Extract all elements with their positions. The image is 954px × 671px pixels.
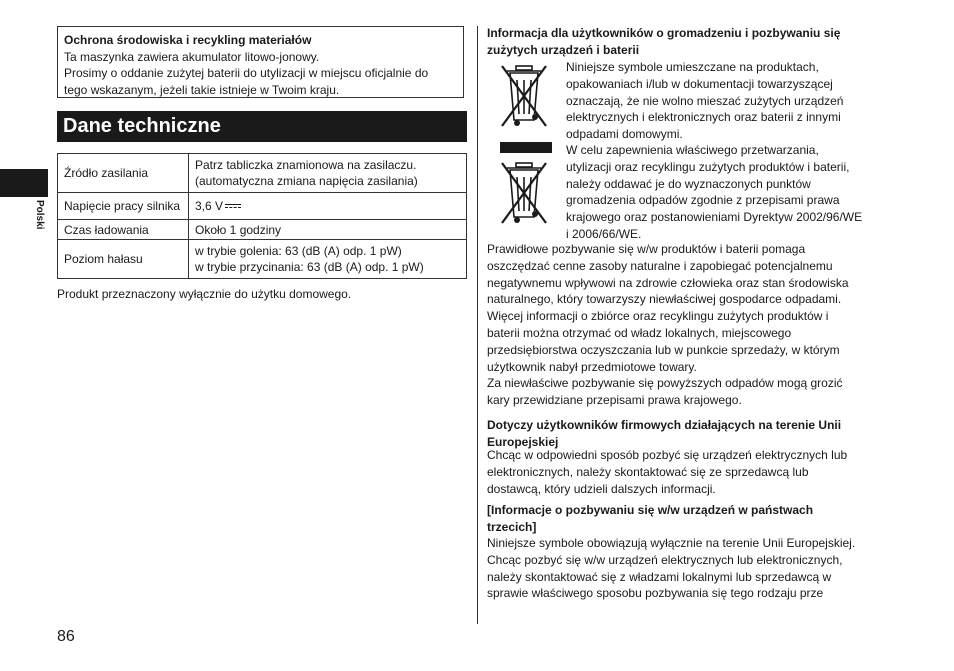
crossed-bin-icon: [497, 60, 551, 132]
business-users-heading: [487, 417, 899, 451]
page-number: 86: [57, 628, 75, 645]
title-line: zużytych urządzeń i baterii: [487, 43, 640, 57]
spec-value-line: (automatyczna zmiana napięcia zasilania): [195, 174, 418, 188]
language-tab-marker: [0, 169, 48, 197]
crossed-bin-icon: [497, 157, 551, 229]
text-line: przedsiębiorstwa oczyszczania lub w punkcie sprzedaży, w którym: [487, 342, 840, 357]
text-line: baterii można otrzymać od władz lokalnych, miejscowego: [487, 325, 792, 340]
third-countries-paragraph: [487, 535, 899, 602]
spec-value-line: 3,6 V: [195, 199, 224, 213]
text-line: gromadzenia odpadów zgodnie z przepisami prawa: [566, 193, 840, 208]
text-line: Chcąc w odpowiedni sposób pozbyć się urządzeń elektrycznych lub: [487, 448, 848, 462]
separator-bar: [500, 142, 552, 153]
text-line: odpadami domowymi.: [566, 127, 683, 142]
language-tab-label: Polski: [34, 200, 45, 230]
heading-line: Europejskiej: [487, 434, 559, 449]
spec-value: [189, 220, 467, 240]
text-line: utylizacji oraz recyklingu zużytych produktów i baterii,: [566, 159, 850, 174]
text-line: należy skontaktować się z władzami lokalnymi lub sprzedawcą w: [487, 569, 832, 584]
spec-label: Poziom hałasu: [58, 240, 189, 279]
spec-label: Czas ładowania: [58, 220, 189, 240]
heading-line: [Informacje o pozbywaniu się w/w urządzeń w państwach: [487, 503, 814, 517]
column-divider: [477, 26, 478, 624]
eco-line: Prosimy o oddanie zużytej baterii do utylizacji w miejscu oficjalnie do: [64, 66, 429, 80]
text-line: krajowego oraz postanowieniami Dyrektyw 2002/96/WE: [566, 210, 863, 225]
symbols-paragraph: [566, 59, 900, 143]
spec-value-line: Patrz tabliczka znamionowa na zasilaczu.: [195, 158, 417, 172]
text-line: należy oddawać je do wyznaczonych punktów: [566, 176, 811, 191]
text-line: Więcej informacji o zbiórce oraz recyklingu zużytych produktów i: [487, 309, 829, 324]
text-line: oznaczają, że nie wolno mieszać zużytych urządzeń: [566, 93, 844, 108]
text-line: oszczędzać cenne zasoby naturalne i zapobiegać potencjalnemu: [487, 258, 833, 273]
text-line: i 2006/66/WE.: [566, 226, 642, 241]
spec-value: [189, 193, 467, 220]
section-title: Dane techniczne: [57, 111, 467, 142]
environment-recycling-title: Ochrona środowiska i recykling materiałów: [64, 33, 312, 47]
text-line: Chcąc pozbyć się w/w urządzeń elektrycznych lub elektronicznych,: [487, 552, 843, 567]
table-row: [58, 193, 467, 220]
text-line: kary przewidziane przepisami prawa krajowego.: [487, 393, 742, 408]
spec-value-line: w trybie przycinania: 63 (dB (A) odp. 1 pW): [195, 260, 424, 274]
heading-line: Dotyczy użytkowników firmowych działających na terenie Unii: [487, 418, 842, 432]
third-countries-heading: [487, 502, 899, 536]
spec-label: Źródło zasilania: [58, 154, 189, 193]
disposal-info-title: [487, 25, 897, 59]
text-line: użytkownik nabył przedmiotowe towary.: [487, 359, 697, 374]
table-row: [58, 154, 467, 193]
text-line: Niniejsze symbole obowiązują wyłącznie na terenie Unii Europejskiej.: [487, 536, 856, 550]
environment-recycling-box: [57, 26, 464, 98]
heading-line: trzecich]: [487, 519, 537, 534]
business-users-paragraph: [487, 447, 899, 497]
text-line: elektronicznych, należy skontaktować się ze sprzedawcą lub: [487, 464, 809, 479]
table-row: [58, 220, 467, 240]
proper-disposal-paragraph: [487, 241, 899, 409]
text-line: dostawcą, który udzieli dalszych informacji.: [487, 481, 716, 496]
table-row: [58, 240, 467, 279]
text-line: opakowaniach i/lub w dokumentacji towarzyszącej: [566, 76, 833, 91]
spec-value: [189, 154, 467, 193]
title-line: Informacja dla użytkowników o gromadzeniu i pozbywaniu się: [487, 26, 841, 40]
text-line: Za niewłaściwe pozbywanie się powyższych odpadów mogą grozić: [487, 376, 843, 391]
spec-label: Napięcie pracy silnika: [58, 193, 189, 220]
text-line: elektrycznych i elektronicznych oraz baterii z innymi: [566, 110, 841, 125]
eco-line: tego wskazanym, jeżeli takie istnieje w Twoim kraju.: [64, 82, 340, 97]
text-line: W celu zapewnienia właściwego przetwarzania,: [566, 143, 819, 157]
text-line: negatywnemu wpływowi na zdrowie człowieka oraz stan środowiska: [487, 275, 849, 290]
household-use-note: Produkt przeznaczony wyłącznie do użytku domowego.: [57, 287, 352, 301]
collection-paragraph: [566, 142, 900, 243]
text-line: Prawidłowe pozbywanie się w/w produktów i baterii pomaga: [487, 242, 806, 256]
technical-specs-table: [57, 153, 467, 279]
text-line: naturalnego, który towarzyszy niewłaściwej gospodarce odpadami.: [487, 292, 842, 307]
text-line: Niniejsze symbole umieszczane na produktach,: [566, 60, 819, 74]
text-line: sprawie właściwego sposobu pozbywania się tego rodzaju prze: [487, 586, 824, 601]
dc-current-icon: [225, 203, 241, 210]
eco-line: Ta maszynka zawiera akumulator litowo-jonowy.: [64, 49, 320, 64]
spec-value-line: w trybie golenia: 63 (dB (A) odp. 1 pW): [195, 244, 402, 258]
spec-value-line: Około 1 godziny: [195, 222, 282, 237]
spec-value: [189, 240, 467, 279]
